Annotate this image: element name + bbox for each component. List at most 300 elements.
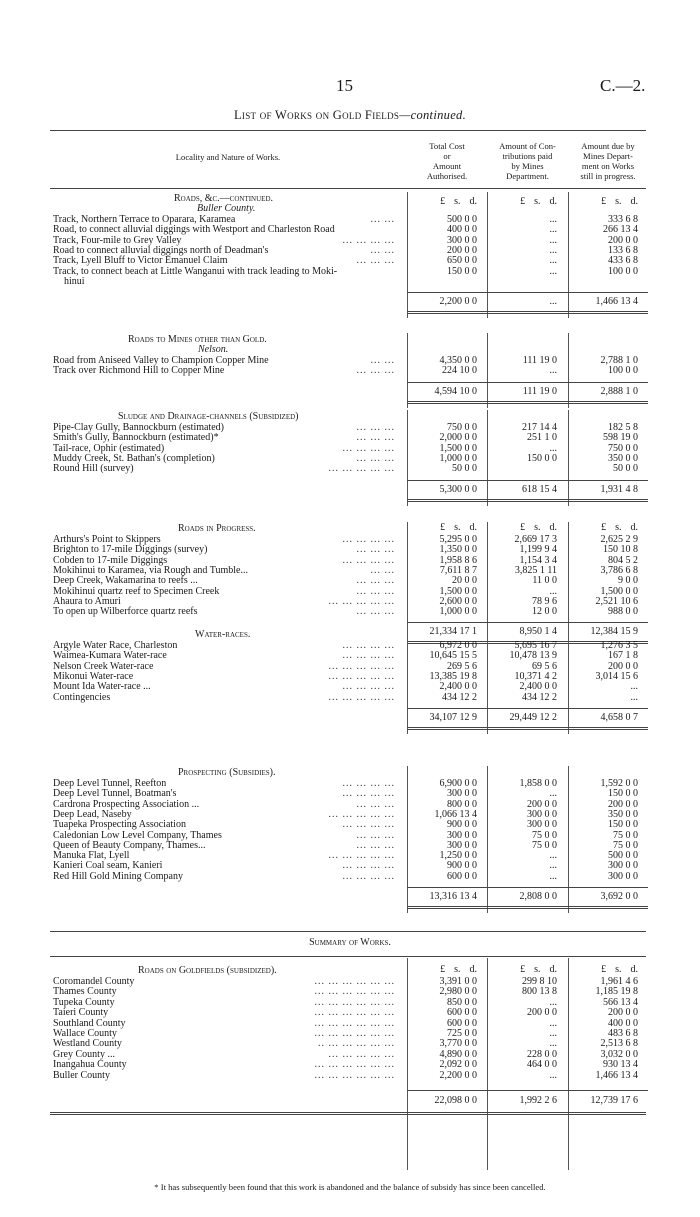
table-row: [0, 365, 700, 377]
units-row-cell: [413, 522, 477, 534]
total-rule-2: [407, 313, 648, 314]
row-leader-dots: ... ... ...: [356, 422, 395, 433]
summary-head-rule: [50, 956, 646, 957]
contribution-value: 1,199 9 4: [519, 544, 557, 556]
summary-total-cost: 850 0 0: [447, 996, 477, 1008]
units-row-cell: [413, 196, 477, 208]
row-description: Manuka Flat, Lyell: [53, 850, 130, 862]
row-description: Track, Northern Terrace to Oparara, Karamea: [53, 214, 236, 225]
total-cost-value: 4,350 0 0: [439, 355, 477, 366]
amount-due-value: 75 0 0: [613, 829, 638, 841]
section-title-text: Water-races.: [195, 629, 251, 640]
row-description: Contingencies: [53, 691, 111, 703]
summary-top-rule: [50, 931, 646, 932]
summary-row: [0, 1070, 700, 1082]
summary-amount-due: 1,466 13 4: [595, 1069, 638, 1081]
section-total-cost: 13,316 13 4: [429, 891, 477, 902]
total-cost-value: 10,645 15 5: [429, 650, 477, 662]
row-leader-dots: ... ... ...: [356, 606, 395, 618]
summary-total-cost: 2,200 0 0: [439, 1069, 477, 1081]
amount-due-value: 1,276 3 5: [600, 640, 638, 651]
row-leader-dots: ... ... ... ... ...: [328, 691, 395, 703]
amount-due-value: ...: [630, 681, 638, 693]
summary-county: Tupeka County: [53, 996, 115, 1008]
summary-column-divider-0: [407, 958, 408, 1170]
section-total-contribution: 2,808 0 0: [519, 891, 557, 902]
row-description: Mokihinui to Karamea, via Rough and Tumble...: [53, 564, 248, 576]
total-cost-value: 500 0 0: [447, 214, 477, 225]
unit-label: s.: [454, 196, 461, 207]
amount-due-value: 200 0 0: [608, 798, 638, 810]
row-leader-dots: ... ... ... ...: [342, 788, 395, 800]
section-total-cost: 2,200 0 0: [439, 296, 477, 308]
contribution-value: ...: [549, 265, 557, 277]
subtotal-rule: [407, 292, 648, 293]
section-total-due: 2,888 1 0: [600, 385, 638, 397]
unit-label: £: [520, 522, 526, 533]
row-description: Red Hill Gold Mining Company: [53, 870, 183, 882]
amount-due-value: 804 5 2: [608, 554, 638, 566]
total-rule-2: [407, 729, 648, 730]
summary-grand-total-cost: 22,098 0 0: [434, 1095, 477, 1106]
subtotal-rule: [407, 622, 648, 623]
unit-label: £: [601, 522, 607, 533]
total-cost-value: 1,500 0 0: [439, 442, 477, 454]
contribution-value: 300 0 0: [527, 808, 557, 820]
table-row: [0, 871, 700, 883]
total-cost-value: 6,972 0 0: [439, 640, 477, 651]
total-cost-value: 1,000 0 0: [439, 452, 477, 464]
amount-due-value: 350 0 0: [608, 808, 638, 820]
total-cost-value: 1,500 0 0: [439, 585, 477, 597]
summary-total-cost: 3,391 0 0: [439, 976, 477, 987]
contribution-value: ...: [549, 234, 557, 246]
total-rule-2: [407, 501, 648, 502]
summary-amount-due: 2,513 6 8: [600, 1038, 638, 1050]
summary-county: Coromandel County: [53, 976, 135, 987]
summary-units-row: [0, 964, 700, 976]
section-total-contribution: 29,449 12 2: [509, 711, 557, 723]
unit-label: £: [601, 964, 607, 975]
unit-label: s.: [615, 964, 622, 975]
row-leader-dots: ... ... ...: [356, 829, 395, 841]
row-leader-dots: ... ... ... ... ...: [328, 660, 395, 672]
page-title: [0, 108, 700, 123]
row-description: Track over Richmond Hill to Copper Mine: [53, 365, 225, 377]
unit-label: £: [440, 964, 446, 975]
total-cost-value: 600 0 0: [447, 870, 477, 882]
summary-column-divider-1: [487, 958, 488, 1170]
row-leader-dots: ... ... ... ... ... ...: [314, 996, 395, 1008]
summary-total-row: [0, 1095, 700, 1107]
row-description: Nelson Creek Water-race: [53, 660, 154, 672]
summary-total-cost: 3,770 0 0: [439, 1038, 477, 1050]
section-total-row: [0, 296, 700, 308]
summary-amount-due: 1,185 19 8: [595, 986, 638, 998]
row-description: Road to connect alluvial diggings north of Deadman's: [53, 244, 269, 256]
amount-due-value: 333 6 8: [608, 214, 638, 225]
row-leader-dots: ... ... ...: [356, 575, 395, 587]
unit-label: £: [601, 196, 607, 207]
row-leader-dots: ... ... ...: [356, 255, 395, 267]
row-leader-dots: ... ... ...: [356, 585, 395, 597]
contribution-value: 2,400 0 0: [519, 681, 557, 693]
amount-due-value: 2,625 2 9: [600, 534, 638, 545]
summary-amount-due: 200 0 0: [608, 1007, 638, 1019]
row-leader-dots: ... ... ... ... ... ...: [314, 1069, 395, 1081]
amount-due-value: 433 6 8: [608, 255, 638, 267]
subtotal-rule: [407, 480, 648, 481]
summary-total-cost: 4,890 0 0: [439, 1048, 477, 1060]
unit-label: d.: [469, 964, 477, 975]
summary-amount-due: 930 13 4: [603, 1059, 638, 1071]
contribution-value: ...: [549, 244, 557, 256]
row-leader-dots: ... ... ...: [356, 452, 395, 464]
row-leader-dots: ... ... ... ...: [342, 234, 395, 246]
summary-total-cost: 2,092 0 0: [439, 1059, 477, 1071]
amount-due-value: 75 0 0: [613, 839, 638, 851]
summary-county: Buller County: [53, 1069, 110, 1081]
contribution-value: ...: [549, 255, 557, 267]
amount-due-value: 988 0 0: [608, 606, 638, 618]
row-leader-dots: ... ... ...: [356, 432, 395, 444]
contribution-value: ...: [549, 870, 557, 882]
amount-due-value: 150 10 8: [603, 544, 638, 556]
section-title-text: Sludge and Drainage-channels (Subsidized): [118, 411, 299, 422]
row-description: Queen of Beauty Company, Thames...: [53, 839, 206, 851]
total-cost-column-header: Total Cost or Amount Authorised.: [426, 141, 468, 181]
unit-label: s.: [454, 522, 461, 533]
total-cost-value: 269 5 6: [447, 660, 477, 672]
row-description: Argyle Water Race, Charleston: [53, 640, 178, 651]
total-cost-value: 2,600 0 0: [439, 595, 477, 607]
section-total-due: 1,931 4 8: [600, 483, 638, 495]
row-leader-dots: ... ... ... ...: [342, 778, 395, 789]
subtotal-rule: [407, 382, 648, 383]
amount-due-value: 3,014 15 6: [595, 670, 638, 682]
contribution-value: 2,669 17 3: [514, 534, 557, 545]
contribution-value: 11 0 0: [532, 575, 557, 587]
section-subtitle: Nelson.: [198, 344, 229, 355]
row-leader-dots: ... ... ... ... ... ...: [314, 1007, 395, 1019]
contributions-column-header: Amount of Con- tributions paid by Mines Department.: [499, 141, 556, 181]
total-cost-value: 7,611 8 7: [439, 564, 477, 576]
total-rule-2: [407, 403, 648, 404]
unit-label: £: [440, 522, 446, 533]
contribution-value: 150 0 0: [527, 452, 557, 464]
contribution-value: 1,858 0 0: [519, 778, 557, 789]
summary-county: Wallace County: [53, 1028, 117, 1039]
amount-due-value: 182 5 8: [608, 422, 638, 433]
table-top-rule: [50, 130, 646, 131]
units-row-cell: [574, 522, 638, 534]
total-cost-value: 224 10 0: [442, 365, 477, 377]
subtotal-rule: [407, 887, 648, 888]
amount-due-value: 100 0 0: [608, 265, 638, 277]
row-description: Tail-race, Ophir (estimated): [53, 442, 165, 454]
summary-total-cost: 2,980 0 0: [439, 986, 477, 998]
summary-amount-due: 483 6 8: [608, 1028, 638, 1039]
row-leader-dots: ... ... ...: [356, 839, 395, 851]
row-leader-dots: ... ... ... ...: [342, 681, 395, 693]
row-description: Deep Lead, Naseby: [53, 808, 132, 820]
contribution-value: 217 14 4: [522, 422, 557, 433]
row-leader-dots: ... ... ... ... ... ...: [314, 986, 395, 998]
total-cost-value: 13,385 19 8: [429, 670, 477, 682]
section-total-cost: 21,334 17 1: [429, 626, 477, 638]
total-cost-value: 300 0 0: [447, 788, 477, 800]
amount-due-value: 200 0 0: [608, 660, 638, 672]
total-cost-value: 300 0 0: [447, 839, 477, 851]
section-total-due: 3,692 0 0: [600, 891, 638, 902]
row-description: Cobden to 17-mile Diggings: [53, 554, 168, 566]
unit-label: s.: [534, 196, 541, 207]
row-leader-dots: ... ... ... ...: [342, 860, 395, 872]
summary-grand-total-contribution: 1,992 2 6: [519, 1095, 557, 1106]
row-leader-dots: ... ... ... ... ...: [328, 850, 395, 862]
row-leader-dots: ... ...: [370, 355, 395, 366]
unit-label: d.: [549, 522, 557, 533]
row-leader-dots: ... ... ... ... ...: [328, 595, 395, 607]
row-leader-dots: ... ... ... ...: [342, 442, 395, 454]
row-description: Deep Creek, Wakamarina to reefs ...: [53, 575, 198, 587]
amount-due-value: 150 0 0: [608, 819, 638, 831]
amount-due-value: 300 0 0: [608, 860, 638, 872]
row-leader-dots: ... ... ... ... ... ...: [314, 1059, 395, 1071]
total-cost-value: 900 0 0: [447, 860, 477, 872]
total-cost-value: 400 0 0: [447, 224, 477, 236]
total-cost-value: 1,066 13 4: [434, 808, 477, 820]
amount-due-value: 200 0 0: [608, 234, 638, 246]
row-description: Brighton to 17-mile Diggings (survey): [53, 544, 208, 556]
contribution-value: 434 12 2: [522, 691, 557, 703]
header-bottom-rule: [50, 188, 646, 189]
amount-due-value: 150 0 0: [608, 788, 638, 800]
total-cost-value: 1,250 0 0: [439, 850, 477, 862]
row-description: Smith's Gully, Bannockburn (estimated)*: [53, 432, 219, 444]
section-title-text: Prospecting (Subsidies).: [178, 767, 276, 778]
unit-label: d.: [630, 196, 638, 207]
summary-amount-due: 566 13 4: [603, 996, 638, 1008]
section-total-contribution: 111 19 0: [522, 385, 557, 397]
unit-label: £: [520, 196, 526, 207]
summary-amount-due: 1,961 4 6: [600, 976, 638, 987]
units-row-cell: [493, 522, 557, 534]
contribution-value: 75 0 0: [532, 839, 557, 851]
unit-label: d.: [549, 196, 557, 207]
row-description: Mokihinui quartz reef to Specimen Creek: [53, 585, 220, 597]
summary-contribution: ...: [549, 1038, 557, 1050]
summary-total-cost: 725 0 0: [447, 1028, 477, 1039]
unit-label: £: [440, 196, 446, 207]
total-cost-value: 1,000 0 0: [439, 606, 477, 618]
contribution-value: 75 0 0: [532, 829, 557, 841]
contribution-value: 10,478 13 9: [509, 650, 557, 662]
summary-amount-due: 3,032 0 0: [600, 1048, 638, 1060]
row-leader-dots: ... ... ... ... ...: [328, 808, 395, 820]
summary-title: Summary of Works.: [309, 937, 391, 948]
unit-label: s.: [615, 522, 622, 533]
locality-column-header: Locality and Nature of Works.: [175, 152, 281, 162]
amount-due-value: 500 0 0: [608, 850, 638, 862]
row-description: Tuapeka Prospecting Association: [53, 819, 186, 831]
total-rule-2: [407, 908, 648, 909]
total-cost-value: 650 0 0: [447, 255, 477, 267]
contribution-value: 111 19 0: [522, 355, 557, 366]
total-cost-value: 300 0 0: [447, 829, 477, 841]
table-row: [0, 276, 700, 288]
contribution-value: 251 1 0: [527, 432, 557, 444]
row-description: Round Hill (survey): [53, 463, 134, 475]
section-total-row: [0, 386, 700, 398]
total-cost-value: 200 0 0: [447, 244, 477, 256]
contribution-value: 12 0 0: [532, 606, 557, 618]
total-cost-value: 2,400 0 0: [439, 681, 477, 693]
footnote: * It has subsequently been found that this work is abandoned and the balance of subsidy has since been cancelled.: [154, 1182, 546, 1192]
units-row: [0, 196, 700, 208]
total-cost-value: 20 0 0: [452, 575, 477, 587]
section-total-due: 4,658 0 7: [600, 711, 638, 723]
section-total-cost: 4,594 10 0: [434, 385, 477, 397]
unit-label: d.: [469, 196, 477, 207]
unit-label: d.: [630, 964, 638, 975]
row-leader-dots: ... ... ... ...: [342, 640, 395, 651]
contribution-value: 1,154 3 4: [519, 554, 557, 566]
summary-total-cost: 600 0 0: [447, 1007, 477, 1019]
row-description: Ahaura to Amuri: [53, 595, 121, 607]
summary-county: Westland County: [53, 1038, 122, 1050]
unit-label: s.: [534, 964, 541, 975]
unit-label: s.: [454, 964, 461, 975]
unit-label: d.: [630, 522, 638, 533]
summary-units-row-cell: [413, 964, 477, 976]
amount-due-value: 598 19 0: [603, 432, 638, 444]
total-rule-1: [407, 727, 648, 728]
summary-contribution: 200 0 0: [527, 1007, 557, 1019]
summary-contribution: ...: [549, 1069, 557, 1081]
row-description: Cardrona Prospecting Association ...: [53, 798, 200, 810]
summary-units-row-cell: [574, 964, 638, 976]
summary-contribution: 228 0 0: [527, 1048, 557, 1060]
summary-column-divider-2: [568, 958, 569, 1170]
row-description: Arthurs's Point to Skippers: [53, 534, 161, 545]
total-cost-value: 2,000 0 0: [439, 432, 477, 444]
section-total-cost: 34,107 12 9: [429, 711, 477, 723]
row-leader-dots: ... ... ... ...: [342, 650, 395, 662]
row-leader-dots: ... ... ... ... ...: [328, 1048, 395, 1060]
contribution-value: 78 9 6: [532, 595, 557, 607]
row-description: Deep Level Tunnel, Reefton: [53, 778, 167, 789]
row-leader-dots: ... ... ...: [356, 798, 395, 810]
total-cost-value: 150 0 0: [447, 265, 477, 277]
amount-due-value: 300 0 0: [608, 870, 638, 882]
summary-county: Taieri County: [53, 1007, 109, 1019]
summary-contribution: ...: [549, 996, 557, 1008]
contribution-value: 69 5 6: [532, 660, 557, 672]
section-subtitle: Buller County.: [197, 203, 256, 214]
total-cost-value: 300 0 0: [447, 234, 477, 246]
section-total-due: 1,466 13 4: [595, 296, 638, 308]
total-cost-value: 5,295 0 0: [439, 534, 477, 545]
section-title-text: Roads in Progress.: [178, 523, 256, 534]
total-cost-value: 900 0 0: [447, 819, 477, 831]
row-description: Road from Aniseed Valley to Champion Copper Mine: [53, 355, 269, 366]
row-leader-dots: ... ... ... ... ...: [328, 670, 395, 682]
total-cost-value: 434 12 2: [442, 691, 477, 703]
amount-due-value: 167 1 8: [608, 650, 638, 662]
contribution-value: 3,825 1 11: [514, 564, 557, 576]
summary-amount-due: 400 0 0: [608, 1017, 638, 1029]
row-leader-dots: ... ... ... ...: [342, 554, 395, 566]
amount-due-column-header: Amount due by Mines Depart- ment on Works still in progress.: [580, 141, 636, 181]
summary-contribution: 299 8 10: [522, 976, 557, 987]
page-number: 15: [336, 76, 353, 95]
contribution-value: ...: [549, 214, 557, 225]
total-rule-1: [407, 401, 648, 402]
title-main: List of Works on Gold Fields: [233, 108, 400, 122]
summary-contribution: ...: [549, 1017, 557, 1029]
amount-due-value: 2,788 1 0: [600, 355, 638, 366]
row-description: Mikonui Water-race: [53, 670, 134, 682]
row-description: Waimea-Kumara Water-race: [53, 650, 167, 662]
row-description: Deep Level Tunnel, Boatman's: [53, 788, 177, 800]
contribution-value: ...: [549, 850, 557, 862]
contribution-value: ...: [549, 860, 557, 872]
amount-due-value: 9 0 0: [618, 575, 638, 587]
summary-section-title-text: Roads on Goldfields (subsidized).: [138, 965, 277, 976]
section-total-contribution: 8,950 1 4: [519, 626, 557, 638]
summary-total-cost: 600 0 0: [447, 1017, 477, 1029]
summary-grand-total-due: 12,739 17 6: [590, 1095, 638, 1106]
section-total-contribution: ...: [549, 296, 557, 308]
row-description: Track, to connect beach at Little Wanganui with track leading to Moki-: [53, 265, 338, 277]
subtotal-rule: [407, 708, 648, 709]
amount-due-value: 2,521 10 6: [595, 595, 638, 607]
row-leader-dots: ... ... ... ... ... ...: [314, 1028, 395, 1039]
amount-due-value: 50 0 0: [613, 463, 638, 475]
amount-due-value: 100 0 0: [608, 365, 638, 377]
amount-due-value: 266 13 4: [603, 224, 638, 236]
row-description: hinui: [64, 275, 85, 287]
amount-due-value: ...: [630, 691, 638, 703]
contribution-value: 10,371 4 2: [514, 670, 557, 682]
unit-label: s.: [615, 196, 622, 207]
total-cost-value: 6,900 0 0: [439, 778, 477, 789]
units-row: [0, 522, 700, 534]
total-cost-value: 750 0 0: [447, 422, 477, 433]
summary-bottom-rule-2: [50, 1114, 646, 1115]
row-leader-dots: ... ...: [370, 244, 395, 256]
contribution-value: ...: [549, 585, 557, 597]
amount-due-value: 3,786 6 8: [600, 564, 638, 576]
contribution-value: ...: [549, 442, 557, 454]
section-total-row: [0, 712, 700, 724]
row-leader-dots: .. ... ... ... ... ...: [318, 1038, 395, 1050]
section-total-row: [0, 484, 700, 496]
units-row-cell: [493, 196, 557, 208]
row-leader-dots: ... ... ... ...: [342, 534, 395, 545]
summary-county: Southland County: [53, 1017, 126, 1029]
total-cost-value: 50 0 0: [452, 463, 477, 475]
contribution-value: ...: [549, 224, 557, 236]
row-description: To open up Wilberforce quartz reefs: [53, 606, 198, 618]
total-cost-value: 1,350 0 0: [439, 544, 477, 556]
total-rule-1: [407, 311, 648, 312]
row-description: Track, Lyell Bluff to Victor Emanuel Claim: [53, 255, 228, 267]
row-description: Muddy Creek, St. Bathan's (completion): [53, 452, 215, 464]
contribution-value: ...: [549, 788, 557, 800]
row-leader-dots: ... ... ... ...: [342, 819, 395, 831]
